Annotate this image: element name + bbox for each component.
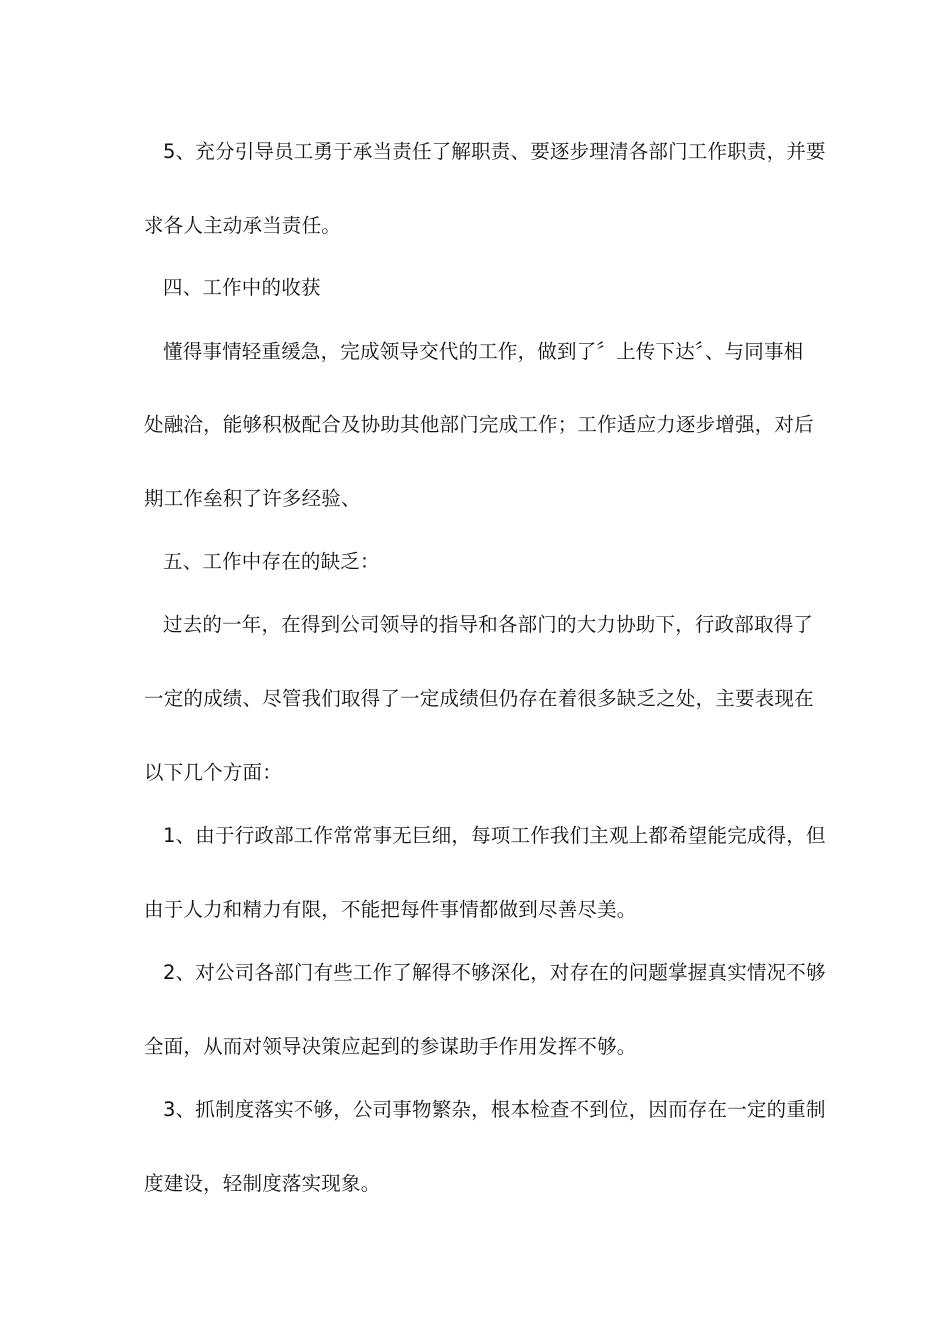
paragraph-line: 期工作垒积了许多经验、	[144, 487, 361, 510]
section-heading: 四、工作中的收获	[163, 276, 321, 299]
paragraph-line: 懂得事情轻重缓急，完成领导交代的工作，做到了〞上传下达〞、与同事相	[163, 340, 804, 363]
paragraph-line: 处融洽，能够积极配合及协助其他部门完成工作；工作适应力逐步增强，对后	[144, 413, 814, 436]
list-item: 3、抓制度落实不够，公司事物繁杂，根本检查不到位，因而存在一定的重制	[163, 1098, 826, 1121]
paragraph-line: 度建设，轻制度落实现象。	[144, 1172, 381, 1195]
paragraph-line: 由于人力和精力有限，不能把每件事情都做到尽善尽美。	[144, 898, 637, 921]
list-item: 1、由于行政部工作常常事无巨细，每项工作我们主观上都希望能完成得，但	[163, 824, 826, 847]
paragraph-line: 过去的一年，在得到公司领导的指导和各部门的大力协助下，行政部取得了	[163, 613, 814, 636]
paragraph-line: 以下几个方面：	[144, 761, 282, 784]
section-heading: 五、工作中存在的缺乏：	[163, 550, 380, 573]
paragraph-line: 求各人主动承当责任。	[144, 214, 342, 237]
paragraph-line: 全面，从而对领导决策应起到的参谋助手作用发挥不够。	[144, 1035, 637, 1058]
paragraph-line: 一定的成绩、尽管我们取得了一定成绩但仍存在着很多缺乏之处，主要表现在	[144, 687, 814, 710]
paragraph-line: 5、充分引导员工勇于承当责任了解职责、要逐步理清各部门工作职责，并要	[163, 140, 826, 163]
list-item: 2、对公司各部门有些工作了解得不够深化，对存在的问题掌握真实情况不够	[163, 961, 826, 984]
